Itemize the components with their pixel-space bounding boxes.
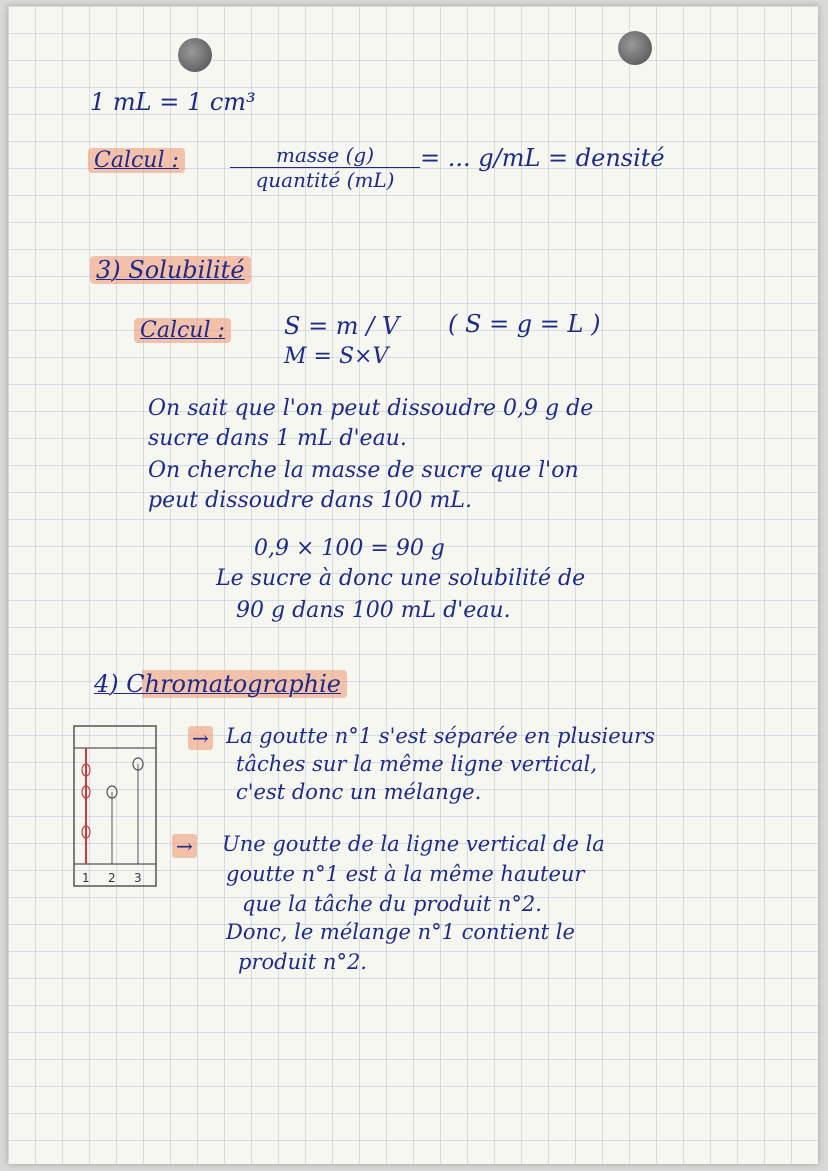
punch-hole-left [178,38,212,72]
mass-formula: M = S×V [284,344,389,369]
point2-line: que la tâche du produit n°2. [242,892,542,916]
punch-hole-right [618,31,652,65]
solubility-calc-label [134,318,231,343]
density-denominator: quantité (mL) [230,167,420,192]
lane-label-2: 2 [108,871,116,885]
solubility-conclusion-line: Le sucre à donc une solubilité de [216,566,586,591]
point1-line: c'est donc un mélange. [236,780,482,804]
solubility-text-line: On sait que l'on peut dissoudre 0,9 g de [148,396,594,421]
point2-line: goutte n°1 est à la même hauteur [226,862,585,886]
point1-arrow: → [188,726,213,750]
point1-arrow-wrap [188,726,213,750]
point1-line: tâches sur la même ligne vertical, [236,752,598,776]
lane-label-1: 1 [82,871,90,885]
density-calc-label [88,148,185,173]
solubility-formula: S = m / V [284,312,400,340]
point2-arrow-wrap [172,834,197,858]
point2-arrow: → [172,834,197,858]
point2-line: Donc, le mélange n°1 contient le [226,920,575,944]
density-fraction [230,143,420,192]
solubility-text-line: sucre dans 1 mL d'eau. [148,426,407,451]
solubility-conclusion-line: 90 g dans 100 mL d'eau. [236,598,511,623]
chromatogram-diagram [72,724,160,892]
density-calc-label-text: Calcul : [88,148,185,173]
lane-label-3: 3 [134,871,142,885]
solubility-calc-label-text: Calcul : [134,318,231,343]
chromatography-heading [94,670,347,698]
solubility-units: ( S = g = L ) [448,310,601,338]
density-result: = ... g/mL = densité [420,144,665,172]
notebook-page [8,6,818,1164]
point2-line: Une goutte de la ligne vertical de la [222,832,605,856]
solubility-heading [90,256,251,284]
solubility-text-line: peut dissoudre dans 100 mL. [148,488,472,513]
density-numerator: masse (g) [275,143,375,167]
point2-line: produit n°2. [238,950,367,974]
chromatography-heading-text: 4) Chromatographie [94,670,347,698]
density-equivalence: 1 mL = 1 cm³ [90,88,256,116]
point1-line: La goutte n°1 s'est séparée en plusieurs [226,724,655,748]
solubility-text-line: On cherche la masse de sucre que l'on [148,458,579,483]
solubility-heading-text: 3) Solubilité [90,256,251,284]
solubility-calculation: 0,9 × 100 = 90 g [254,536,445,561]
